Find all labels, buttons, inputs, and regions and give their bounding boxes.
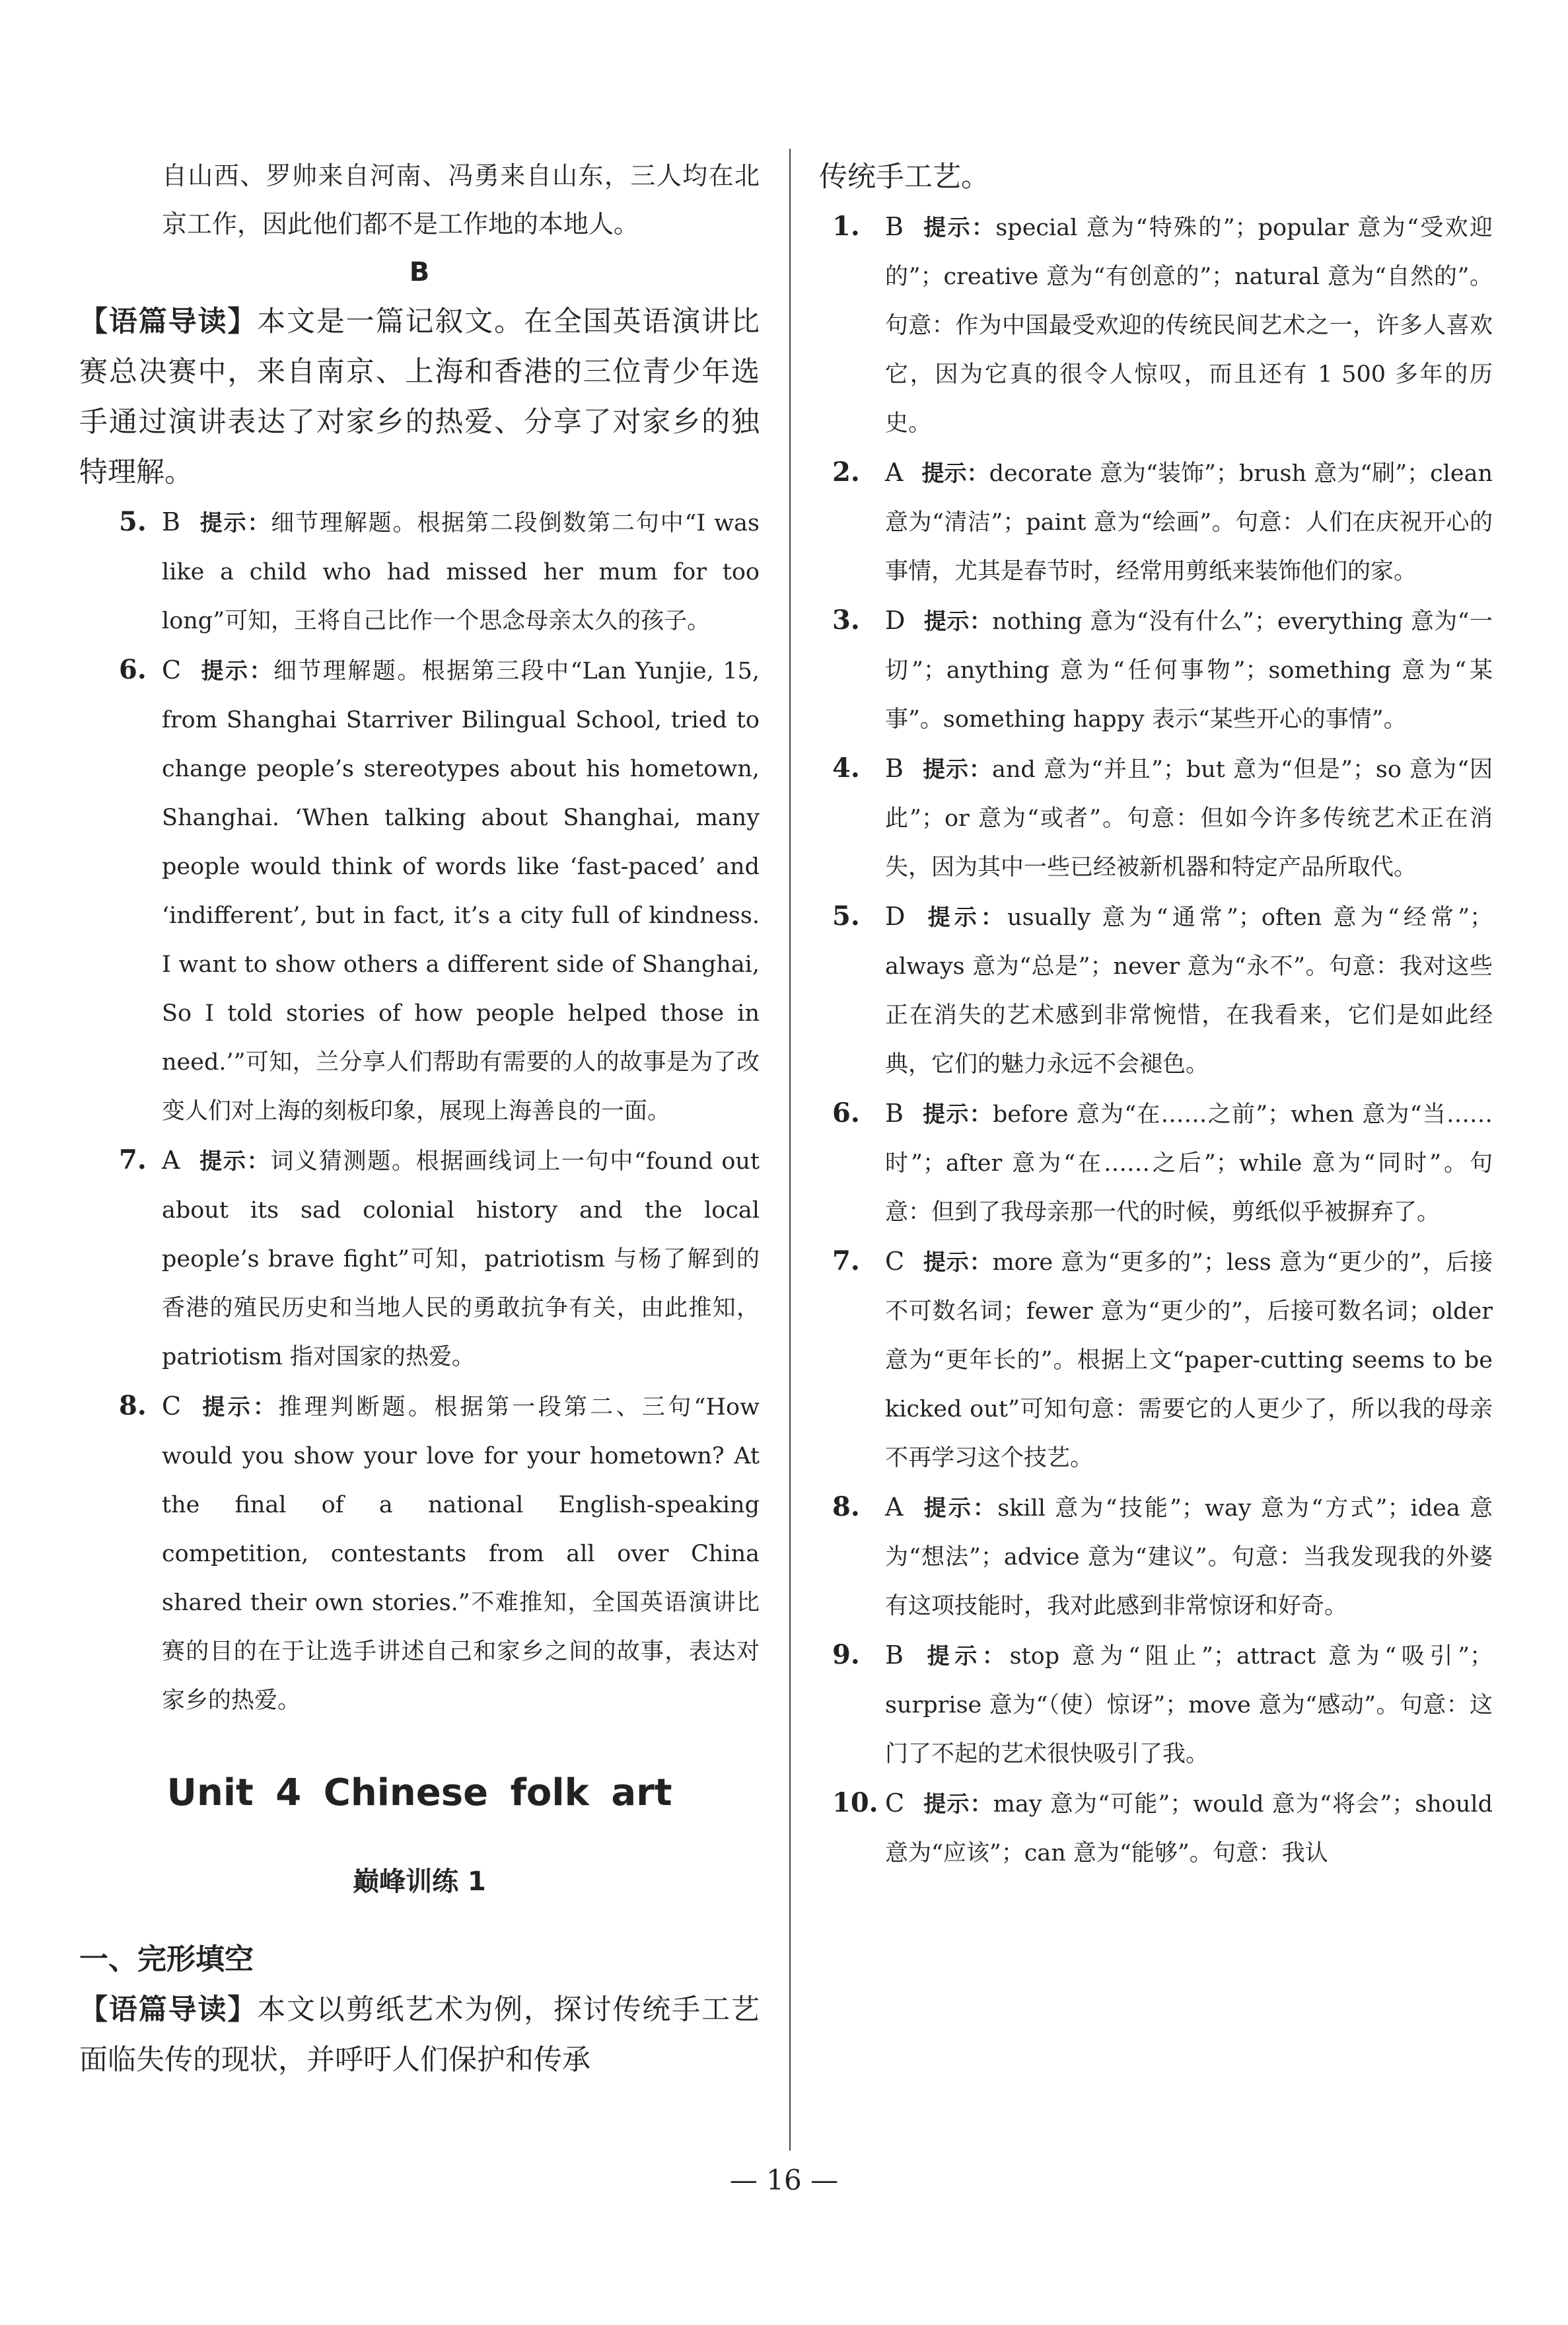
hint-label: 提示： <box>921 461 989 487</box>
item-number: 5. <box>119 506 147 537</box>
hint-label: 提示： <box>921 1101 993 1128</box>
item-number: 6. <box>119 654 147 685</box>
answer-letter: A <box>885 458 904 487</box>
item-number: 7. <box>119 1144 147 1175</box>
hint-label: 提示： <box>923 1791 993 1818</box>
hint-label: 提示： <box>923 609 993 635</box>
answer-item <box>819 202 1493 448</box>
training-title: 巅峰训练 1 <box>353 1866 486 1897</box>
hint-text: usually 意为“通常”；often 意为“经常”；always 意为“总是”；never 意为“永不”。句意：我对这些正在消失的艺术感到非常惋惜，在我看来，它们是如此经典，它们的魅力永远不会褪色。 <box>885 904 1493 1078</box>
answer-item <box>79 646 760 1136</box>
hint-text: decorate 意为“装饰”；brush 意为“刷”；clean 意为“清洁”；paint 意为“绘画”。句意：人们在庆祝开心的事情，尤其是春节时，经常用剪纸来装饰他们的家。 <box>885 461 1493 585</box>
item-number: 10. <box>832 1787 878 1818</box>
hint-text: 细节理解题。根据第三段中“Lan Yunjie, 15, from Shanghai Starriver Bilingual School, tried to change people’s stereotypes about his hometown, Shanghai. ‘When talking about Shanghai, many people would think of words like ‘fast-paced’ and ‘indifferent’, but in fact, it’s a city full of kindness. I want to show others a different side of Shanghai, So I told stories of how people helped those in need.’”可知，兰分享人们帮助有需要的人的故事是为了改变人们对上海的刻板印象，展现上海善良的一面。 <box>162 658 760 1125</box>
unit-title: Unit 4 Chinese folk art <box>166 1771 672 1814</box>
answer-item <box>819 1483 1493 1631</box>
answer-item <box>819 1089 1493 1237</box>
hint-text: more 意为“更多的”；less 意为“更少的”，后接不可数名词；fewer 意为“更少的”，后接可数名词；older 意为“更年长的”。根据上文“paper-cutting seems to be kicked out”可知句意：需要它的人更少了，所以我的母亲不再学习这个技艺。 <box>885 1249 1493 1471</box>
section-title: 一、完形填空 <box>79 1942 254 1976</box>
answer-letter: D <box>885 902 906 931</box>
guide-b-paragraph <box>79 297 760 498</box>
item-number: 9. <box>832 1639 860 1670</box>
guide-label: 【语篇导读】 <box>79 305 258 338</box>
item-number: 7. <box>832 1245 860 1276</box>
answer-letter: B <box>885 754 904 783</box>
hint-label: 提示： <box>921 215 996 241</box>
guide-continuation: 传统手工艺。 <box>819 161 989 194</box>
hint-text: nothing 意为“没有什么”；everything 意为“一切”；anything 意为“任何事物”；something 意为“某事”。something happy 表示“某些开心的事情”。 <box>885 609 1493 733</box>
answer-letter: C <box>885 1247 905 1276</box>
hint-text: 推理判断题。根据第一段第二、三句“How would you show your love for your hometown? At the final of a national English-speaking competition, contestants from all over China shared their own stories.”不难推知，全国英语演讲比赛的目的在于让选手讲述自己和家乡之间的故事，表达对家乡的热爱。 <box>162 1394 760 1714</box>
item-number: 1. <box>832 211 860 242</box>
answer-item <box>819 1631 1493 1779</box>
hint-label: 提示： <box>921 1643 1010 1670</box>
answer-item <box>79 1382 760 1725</box>
hint-label: 提示： <box>923 904 1008 931</box>
item-number: 8. <box>832 1491 860 1522</box>
answer-letter: B <box>885 1099 904 1128</box>
guide-label: 【语篇导读】 <box>79 1993 258 2026</box>
answer-letter: D <box>885 606 906 635</box>
hint-label: 提示： <box>923 1249 993 1276</box>
hint-label: 提示： <box>198 1148 271 1175</box>
hint-label: 提示： <box>921 1495 998 1522</box>
hint-text: skill 意为“技能”；way 意为“方式”；idea 意为“想法”；advice 意为“建议”。句意：当我发现我的外婆有这项技能时，我对此感到非常惊讶和好奇。 <box>885 1495 1493 1619</box>
intro-continuation: 自山西、罗帅来自河南、冯勇来自山东，三人均在北京工作，因此他们都不是工作地的本地人。 <box>162 161 760 239</box>
answer-letter: C <box>885 1789 905 1818</box>
hint-text: 细节理解题。根据第二段倒数第二句中“I was like a child who had missed her mum for too long”可知，王将自己比作一个思念母亲太久的孩子。 <box>162 510 760 634</box>
guide-unit4-text: 本文以剪纸艺术为例，探讨传统手工艺面临失传的现状，并呼吁人们保护和传承 <box>79 1993 760 2077</box>
item-number: 6. <box>832 1097 860 1128</box>
hint-text: 词义猜测题。根据画线词上一句中“found out about its sad colonial history and the local people’s brave fight”可知，patriotism 与杨了解到的香港的殖民历史和当地人民的勇敢抗争有关，由此推知，patriotism 指对国家的热爱。 <box>162 1148 760 1370</box>
answer-letter: C <box>162 655 182 684</box>
answer-item <box>819 448 1493 596</box>
hint-text: before 意为“在……之前”；when 意为“当……时”；after 意为“在……之后”；while 意为“同时”。句意：但到了我母亲那一代的时候，剪纸似乎被摒弃了。 <box>885 1101 1493 1226</box>
hint-text: may 意为“可能”；would 意为“将会”；should 意为“应该”；can 意为“能够”。句意：我认 <box>885 1791 1493 1866</box>
answer-item <box>79 498 760 646</box>
hint-label: 提示： <box>199 658 273 684</box>
answer-item <box>819 1779 1493 1878</box>
answer-letter: A <box>885 1493 904 1522</box>
left-column <box>79 152 760 2085</box>
item-number: 2. <box>832 457 860 488</box>
hint-text: special 意为“特殊的”；popular 意为“受欢迎的”；creative 意为“有创意的”；natural 意为“自然的”。句意：作为中国最受欢迎的传统民间艺术之一，许多人喜欢它，因为它真的很令人惊叹，而且还有 1 500 多年的历史。 <box>885 215 1493 437</box>
hint-label: 提示： <box>921 757 993 783</box>
item-number: 5. <box>832 901 860 932</box>
column-divider <box>789 149 791 2151</box>
item-number: 3. <box>832 605 860 636</box>
item-number: 4. <box>832 753 860 784</box>
hint-label: 提示： <box>198 510 271 536</box>
hint-text: and 意为“并且”；but 意为“但是”；so 意为“因此”；or 意为“或者”。句意：但如今许多传统艺术正在消失，因为其中一些已经被新机器和特定产品所取代。 <box>885 757 1493 881</box>
answer-item <box>819 596 1493 744</box>
hint-text: stop 意为“阻止”；attract 意为“吸引”；surprise 意为“（使）惊讶”；move 意为“感动”。句意：这门了不起的艺术很快吸引了我。 <box>885 1643 1493 1767</box>
answer-letter: C <box>162 1391 182 1421</box>
section-b-heading: B <box>409 257 430 287</box>
guide-b-text: 本文是一篇记叙文。在全国英语演讲比赛总决赛中，来自南京、上海和香港的三位青少年选手通过演讲表达了对家乡的热爱、分享了对家乡的独特理解。 <box>79 305 760 489</box>
answer-item <box>79 1136 760 1382</box>
answer-item <box>819 744 1493 892</box>
answer-letter: A <box>162 1146 180 1175</box>
answer-letter: B <box>885 212 904 241</box>
right-column <box>819 152 1493 1878</box>
guide-unit4-paragraph <box>79 1985 760 2085</box>
answer-item <box>819 1237 1493 1483</box>
answer-letter: B <box>162 507 180 536</box>
answer-item <box>819 892 1493 1089</box>
answer-letter: B <box>885 1641 904 1670</box>
page-number: — 16 — <box>729 2164 839 2196</box>
item-number: 8. <box>119 1390 147 1421</box>
hint-label: 提示： <box>199 1394 279 1421</box>
